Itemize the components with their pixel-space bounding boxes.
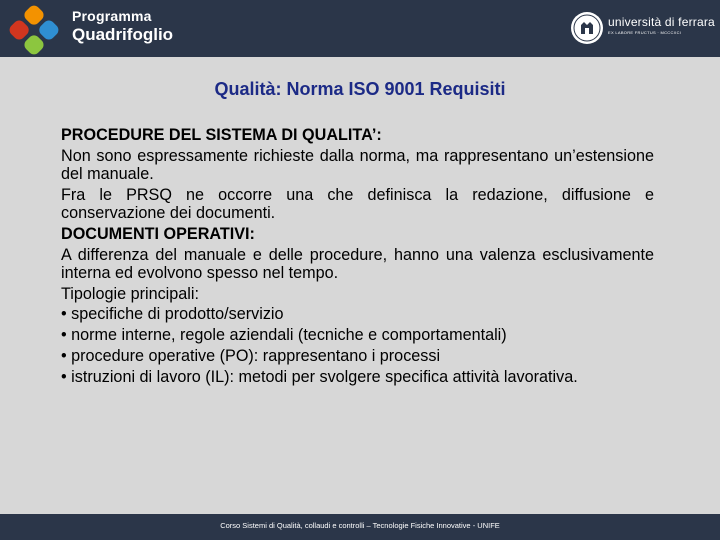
university-name: università di ferrara <box>608 15 715 29</box>
footer-text: Corso Sistemi di Qualità, collaudi e controlli – Tecnologie Fisiche Innovative - UNIFE <box>220 521 500 530</box>
body-paragraph: Fra le PRSQ ne occorre una che definisca la redazione, diffusione e conservazione dei documenti. <box>61 185 654 222</box>
body-paragraph: Tipologie principali: <box>61 284 199 303</box>
header-bar <box>0 0 720 57</box>
body-paragraph: A differenza del manuale e delle procedure, hanno una valenza esclusivamente interna ed evolvono spesso nel tempo. <box>61 245 654 282</box>
slide-title: Qualità: Norma ISO 9001 Requisiti <box>214 79 506 99</box>
quadrifoglio-logo-icon <box>4 3 64 55</box>
body-paragraph: Non sono espressamente richieste dalla norma, ma rappresentano un’estensione del manuale. <box>61 146 654 183</box>
section-heading-procedure: PROCEDURE DEL SISTEMA DI QUALITA’: <box>61 126 382 144</box>
brand-name <box>72 9 173 43</box>
bullet-item: • istruzioni di lavoro (IL): metodi per svolgere specifica attività lavorativa. <box>61 367 578 386</box>
brand-line2: Quadrifoglio <box>72 25 174 44</box>
section-heading-documenti: DOCUMENTI OPERATIVI: <box>61 224 255 243</box>
bullet-item: • norme interne, regole aziendali (tecniche e comportamentali) <box>61 326 507 345</box>
bullet-item: • procedure operative (PO): rappresentano i processi <box>61 346 441 365</box>
brand-line1: Programma <box>72 8 152 24</box>
slide-body <box>61 126 654 389</box>
footer-bar <box>0 514 720 540</box>
university-subtitle: EX LABORE FRUCTUS · MCCCXCI <box>608 30 682 35</box>
unife-emblem-icon <box>570 11 604 45</box>
bullet-item: • specifiche di prodotto/servizio <box>61 305 284 324</box>
